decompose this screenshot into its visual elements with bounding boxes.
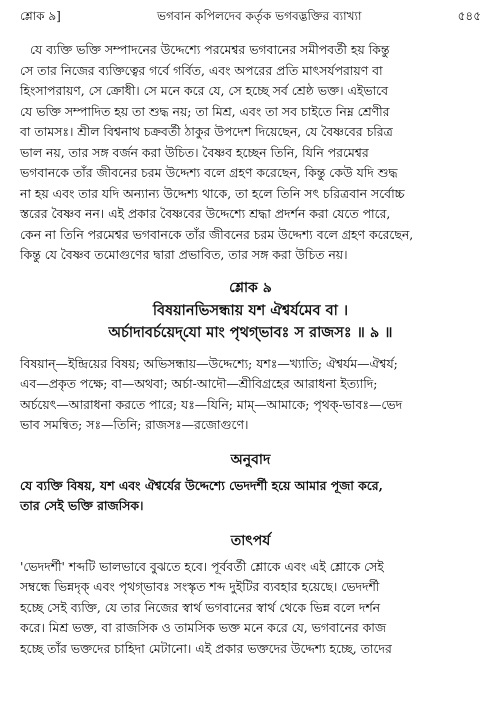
header-title: ভগবান কপিলদেব কর্তৃক ভগবদ্ভক্তির ব্যাখ্যা <box>157 9 362 23</box>
text-line: স্তরের বৈষ্ণব নন। এই প্রকার বৈষ্ণবের উদ্দেশ্যে শ্রদ্ধা প্রদর্শন করা যেতে পারে, <box>20 206 391 221</box>
purport-line: সম্বন্ধে ভিন্নদৃক্ এবং পৃথগ্‌ভাবঃ সংস্কৃত শব্দ দুইটির ব্যবহার হয়েছে। ভেদদর্শী <box>20 579 380 594</box>
purport-line: 'ভেদদর্শী' শব্দটি ভালভাবে বুঝতে হবে। পূর্ববর্তী শ্লোকে এবং এই শ্লোকে সেই <box>20 558 384 574</box>
intro-paragraph <box>20 40 481 266</box>
synonym-line: বিষয়ান্—ইন্দ্রিয়ের বিষয়; অভিসন্ধায়—উদ্দেশ্যে; যশঃ—খ্যাতি; ঐশ্বর্যম—ঐশ্বর্য; <box>20 355 398 371</box>
text-line: কেন না তিনি পরমেশ্বর ভগবানকে তাঁর জীবনের চরম উদ্দেশ্য বলে গ্রহণ করেছেন, <box>20 226 414 242</box>
purport-line: হচ্ছে তাঁর ভক্তদের চাহিদা মেটানো। এই প্রকার ভক্তদের উদ্দেশ্য হচ্ছে, তাদের <box>20 640 392 656</box>
header-verse-ref: শ্লোক ৯] <box>20 9 61 23</box>
text-line: ভাল নয়, তার সঙ্গ বর্জন করা উচিত। বৈষ্ণব হচ্ছেন তিনি, যিনি পরমেশ্বর <box>20 144 369 160</box>
translation-block <box>20 476 481 517</box>
page-header <box>20 8 481 28</box>
text-line: কিন্তু যে বৈষ্ণব তমোগুণের দ্বারা প্রভাবিত, তার সঙ্গ করা উচিত নয়। <box>20 247 348 262</box>
shloka-title: শ্লোক ৯ <box>229 279 272 296</box>
purport-block <box>20 557 481 660</box>
text-line: না হয় এবং তার যদি অন্যান্য উদ্দেশ্য থাকে, তা হলে তিনি সৎ চরিত্রবান সর্বোচ্চ <box>20 185 405 201</box>
shloka-line-2: অর্চাদাবর্চয়েদ্‌যো মাং পৃথগ্‌ভাবঃ স রাজসঃ ॥ ৯ ॥ <box>108 323 393 341</box>
translation-line: যে ব্যক্তি বিষয়, যশ এবং ঐশ্বর্যের উদ্দেশ্যে ভেদদর্শী হয়ে আমার পূজা করে, <box>20 477 383 493</box>
text-line: ভগবানকে তাঁর জীবনের চরম উদ্দেশ্য বলে গ্রহণ করেছেন, কিন্তু কেউ যদি শুদ্ধ <box>20 165 398 180</box>
page-number: ৫৪৫ <box>457 9 481 23</box>
purport-line: হচ্ছে সেই ব্যক্তি, যে তার নিজের স্বার্থ ভগবানের স্বার্থ থেকে ভিন্ন বলে দর্শন <box>20 599 381 615</box>
shloka-line-1: বিষয়ানভিসন্ধায় যশ ঐশ্বর্যমেব বা । <box>152 301 349 319</box>
text-line: যে ভক্তি সম্পাদিত হয় তা শুদ্ধ নয়; তা মিশ্র, এবং তা সব চাইতে নিম্ন শ্রেণীর <box>20 103 390 119</box>
text-line: সে তার নিজের ব্যক্তিত্বের গর্বে গর্বিত, এবং অপরের প্রতি মাৎসর্যপরায়ণ বা <box>20 62 383 78</box>
translation-heading: অনুবাদ <box>230 451 271 468</box>
purport-line: করে। মিশ্র ভক্ত, বা রাজসিক ও তামসিক ভক্ত মনে করে যে, ভগবানের কাজ <box>20 620 386 635</box>
synonyms-block <box>20 354 481 436</box>
synonym-line: ভাব সমন্বিত; সঃ—তিনি; রাজসঃ—রজোগুণে। <box>20 417 249 432</box>
synonym-line: অর্চয়েৎ—আরাধনা করতে পারে; যঃ—যিনি; মাম্—আমাকে; পৃথক্‌-ভাবঃ—ভেদ <box>20 396 403 412</box>
text-line: যে ব্যক্তি ভক্তি সম্পাদনের উদ্দেশ্যে পরমেশ্বর ভগবানের সমীপবর্তী হয় কিন্তু <box>30 42 390 57</box>
text-line: বা তামসঃ। শ্রীল বিশ্বনাথ চক্রবর্তী ঠাকুর উপদেশ দিয়েছেন, যে বৈষ্ণবের চরিত্র <box>20 124 393 139</box>
purport-heading: তাৎপর্য <box>230 532 271 549</box>
synonym-line: এব—প্রকৃত পক্ষে; বা—অথবা; অর্চা-আদৌ—শ্রীবিগ্রহের আরাধনা ইত্যাদি; <box>20 376 378 391</box>
text-line: হিংসাপরায়ণ, সে ক্রোধী। সে মনে করে যে, সে হচ্ছে সর্ব শ্রেষ্ঠ ভক্ত। এইভাবে <box>20 83 389 98</box>
translation-line: তার সেই ভক্তি রাজসিক। <box>20 498 144 513</box>
